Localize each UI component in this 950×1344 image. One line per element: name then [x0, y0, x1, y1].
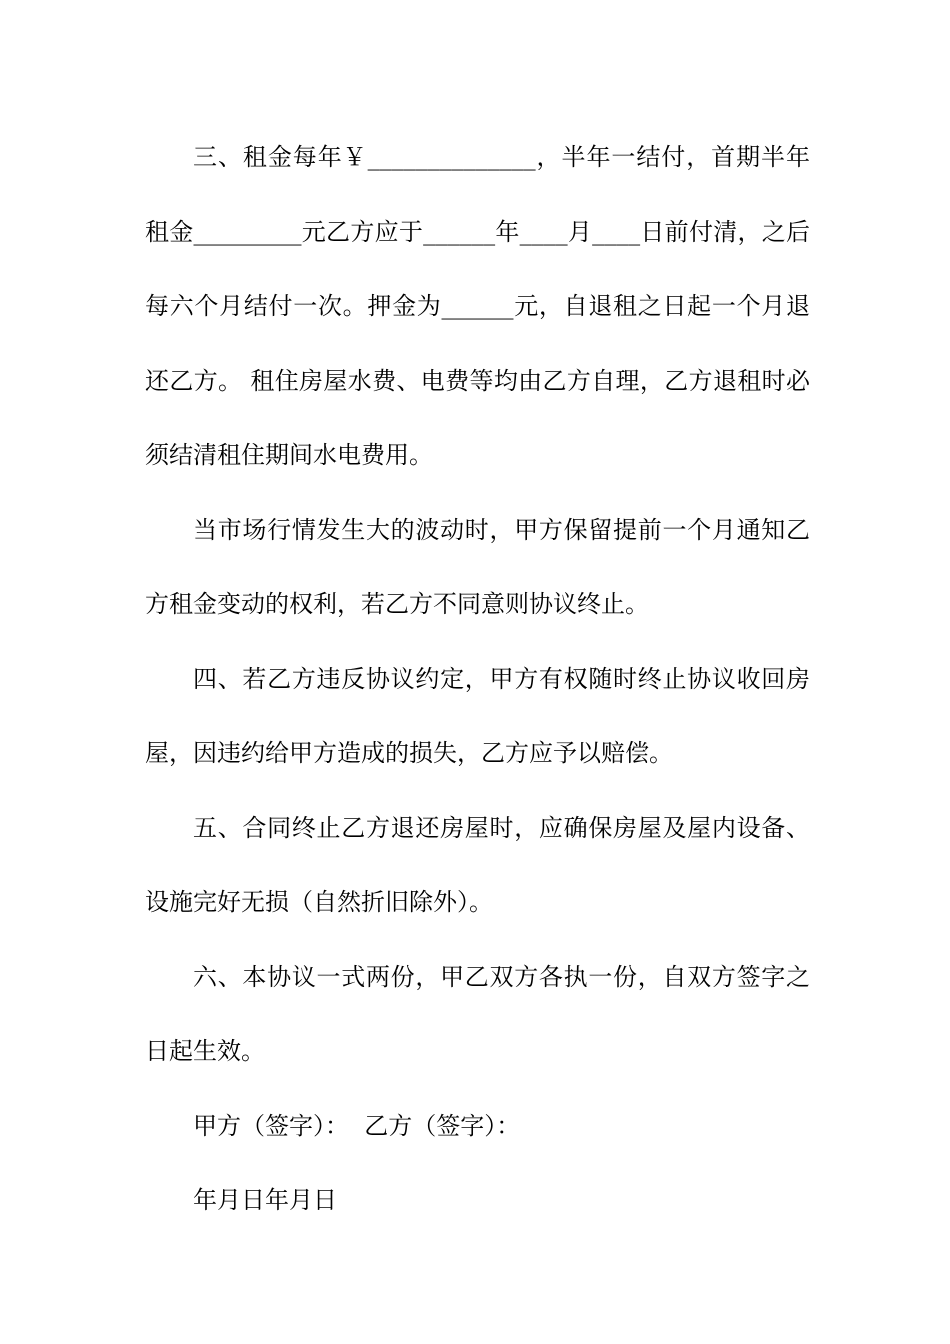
clause-rent-adjustment: 当市场行情发生大的波动时，甲方保留提前一个月通知乙方租金变动的权利，若乙方不同意则协议终止。 — [145, 515, 810, 618]
signature-line: 甲方（签字）： 乙方（签字）： — [193, 1111, 521, 1140]
clause-termination-return: 五、合同终止乙方退还房屋时，应确保房屋及屋内设备、设施完好无损（自然折旧除外）。 — [145, 813, 810, 916]
clause-rent-payment: 三、租金每年￥______________，半年一结付，首期半年租金_________元乙方应于______年____月____日前付清，之后每六个月结付一次。押金为______元，自退租之日起一个月退还乙方。 租住房屋水费、电费等均由乙方自理，乙方退租时必须结清租住期间水电费用。 — [145, 143, 810, 469]
clause-copies-effective: 六、本协议一式两份，甲乙双方各执一份，自双方签字之日起生效。 — [145, 962, 810, 1065]
date-line: 年月日年月日 — [193, 1186, 337, 1214]
contract-body — [145, 120, 810, 1238]
clause-breach: 四、若乙方违反协议约定，甲方有权随时终止协议收回房屋，因违约给甲方造成的损失，乙方应予以赔偿。 — [145, 664, 810, 767]
